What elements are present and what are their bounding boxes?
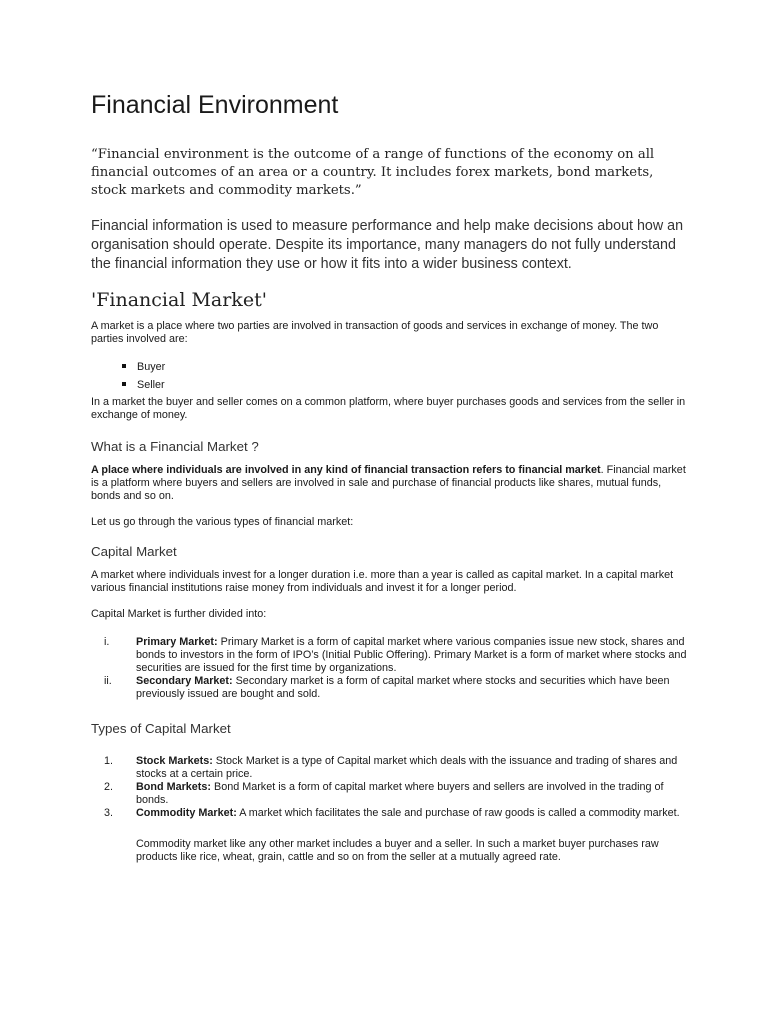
what-is-bold-lead: A place where individuals are involved in any kind of financial transaction refers to financial market — [91, 464, 601, 476]
capital-divided-paragraph: Capital Market is further divided into: — [91, 608, 267, 620]
list-item: 2. Bond Markets: Bond Market is a form of capital market where buyers and sellers are involved in the trading of bonds. — [104, 781, 664, 806]
list-item: Seller — [91, 376, 688, 394]
list-item: Buyer — [91, 358, 688, 376]
types-heading: Types of Capital Market — [91, 721, 231, 736]
market-definition: A market is a place where two parties are involved in transaction of goods and services in exchange of money. The two parties involved are: — [91, 320, 659, 345]
platform-paragraph: In a market the buyer and seller comes on a common platform, where buyer purchases goods and services from the seller in exchange of money. — [91, 396, 686, 421]
bullet-icon — [122, 382, 126, 386]
bullet-icon — [122, 364, 126, 368]
list-item: ii. Secondary Market: Secondary market is a form of capital market where stocks and securities which have been previously issued are bought and sold. — [104, 675, 670, 700]
what-is-paragraph — [91, 464, 688, 503]
list-item: i. Primary Market: Primary Market is a form of capital market where various companies issue new stock, shares and bonds to investors in the form of IPO’s (Initial Public Offering). Primary Market is a form of market where stocks and securities are issued for the first time by organizations. — [104, 636, 687, 674]
what-is-rest: . Financial market is a platform where buyers and sellers are involved in sale and purchase of financial products like shares, mutual funds, bonds and so on. — [91, 464, 686, 502]
financial-market-heading: 'Financial Market' — [91, 289, 267, 311]
parties-list — [91, 358, 688, 394]
definition-quote: “Financial environment is the outcome of a range of functions of the economy on all financial outcomes of an area or a country. It includes forex markets, bond markets, stock markets and commodity markets.” — [91, 147, 655, 198]
list-item: 1. Stock Markets: Stock Market is a type of Capital market which deals with the issuance and trading of shares and stocks at a certain price. — [104, 755, 678, 780]
list-item: 3. Commodity Market: A market which facilitates the sale and purchase of raw goods is called a commodity market. — [104, 807, 680, 819]
lets-go-paragraph: Let us go through the various types of financial market: — [91, 516, 354, 528]
capital-market-heading: Capital Market — [91, 544, 177, 559]
capital-market-types — [91, 755, 688, 820]
capital-market-divisions — [91, 636, 688, 701]
intro-paragraph: Financial information is used to measure performance and help make decisions about how an organisation should operate. Despite its importance, many managers do not fully understand the financial information they use or how it fits into a wider business context. — [91, 218, 684, 272]
commodity-note: Commodity market like any other market includes a buyer and a seller. In such a market buyer purchases raw products like rice, wheat, grain, cattle and so on from the seller at a mutually agreed rate. — [136, 838, 659, 863]
what-is-heading: What is a Financial Market ? — [91, 439, 259, 454]
page-title: Financial Environment — [91, 91, 339, 119]
capital-market-definition: A market where individuals invest for a longer duration i.e. more than a year is called as capital market. In a capital market various financial institutions raise money from individuals and invest it for a longer period. — [91, 569, 674, 594]
